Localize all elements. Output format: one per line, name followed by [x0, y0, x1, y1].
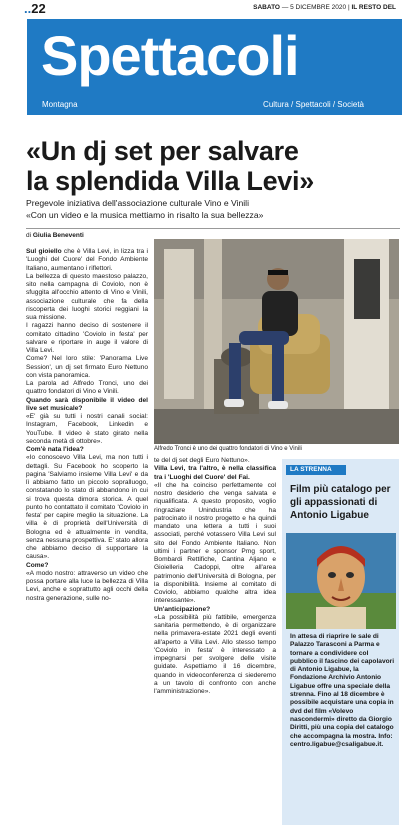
paragraph-text: Come? Nel loro stile: 'Panorama Live Session', un dj set firmato Euro Nettuno con vista panoramica. — [26, 355, 148, 379]
paragraph-bold: Come? — [26, 561, 49, 569]
paragraph-text: «E' già su tutti i nostri canali social: Instagram, Facebook, Linkedin e YouTube. Il video è stato girato nella seconda metà di ottobre». — [26, 413, 148, 445]
paragraph-bold: Com'è nata l'idea? — [26, 446, 84, 453]
article-headline: «Un dj set per salvare la splendida Villa Levi» — [26, 136, 314, 196]
paragraph — [26, 322, 148, 355]
paragraph-bold: Un'anticipazione? — [154, 605, 211, 613]
paragraph — [26, 273, 148, 323]
paragraph — [26, 562, 148, 570]
ligabue-portrait — [286, 533, 396, 629]
byline: di Giulia Beneventi — [26, 232, 84, 239]
paragraph-bold: Quando sarà disponibile il video del live set musicale? — [26, 396, 148, 412]
sidebar-body: In attesa di riaprire le sale di Palazzo Tarasconi a Parma e tornare a condividere col pubblico il fascino dei capolavori di Antonio Ligabue, la Fondazione Archivio Antonio Ligabue offre una speciale della strenna. Fino al 18 dicembre è possibile acquistare una copia in dvd del film «Volevo nascondermi» diretto da Giorgio Diritti, più una copia del catalogo che accompagna la mostra. Info: centro.ligabue@csaligabue.it. — [290, 633, 395, 748]
page-header — [0, 0, 402, 16]
article-subheadline: Pregevole iniziativa dell'associazione culturale Vino e Vinili «Con un video e la musica mettiamo in risalto la sua bellezza» — [26, 198, 264, 220]
paragraph-text: I ragazzi hanno deciso di sostenere il comitato cittadino 'Coviolo in festa' per salvare e riportare in auge il valore di Villa Levi. — [26, 322, 148, 354]
paragraph — [26, 454, 148, 561]
section-categories: Cultura / Spettacoli / Società — [263, 100, 364, 109]
page-number: ..22 — [24, 1, 46, 16]
paragraph — [154, 457, 276, 465]
paragraph — [26, 355, 148, 380]
article-photo — [154, 239, 399, 444]
paragraph — [154, 606, 276, 614]
paragraph — [26, 570, 148, 603]
paragraph — [26, 380, 148, 397]
paragraph-text: «A modo nostro: attraverso un video che possa portare alla luce la bellezza di Villa Levi, anche e soprattutto agli occhi della nostra generazione, sulle no- — [26, 569, 148, 602]
paragraph — [154, 614, 276, 697]
paragraph-text: La parola ad Alfredo Tronci, uno dei quattro fondatori di Vino e Vinili. — [26, 380, 148, 396]
paragraph-bold: Villa Levi, tra l'altro, è nella classifica tra i 'Luoghi del Cuore' del Fai. — [154, 465, 276, 481]
paragraph-text: che è Villa Levi, in lizza tra i 'Luoghi del Cuore' del Fondo Ambiente Italiano, aumentano i riflettori. — [26, 248, 148, 272]
paragraph — [26, 248, 148, 273]
article-column-2 — [154, 457, 276, 696]
paragraph — [26, 397, 148, 414]
article-column-1 — [26, 248, 148, 603]
dj-photo-illustration — [154, 239, 399, 444]
paragraph-text: La bellezza di questo maestoso palazzo, sito nella campagna di Coviolo, non è sfuggita all'occhio attento di Vino e Vinili, associazione culturale che fa della riscoperta dei luoghi storici reggiani la sua missione. — [26, 272, 148, 321]
section-title: Spettacoli — [41, 24, 299, 87]
divider — [26, 228, 400, 229]
header-date-line: SABATO — 5 DICEMBRE 2020 | IL RESTO DEL — [253, 4, 396, 11]
paragraph — [154, 482, 276, 606]
paragraph-text: «La possibilità più fattibile, emergenza sanitaria permettendo, è di organizzare nella primavera-estate 2021 degli eventi all'aperto a Villa Levi. Allo stesso tempo 'Coviolo in festa' è interessato a impegnarsi per svolgere delle visite guidate. Aspettiamo il 16 dicembre, quando in videoconferenza ci siederemo a un tavolo di confronto con anche l'amministrazione». — [154, 613, 276, 695]
portrait-illustration — [286, 533, 396, 629]
paragraph-text: «Io conoscevo Villa Levi, ma non tutti i dettagli. Su Facebook ho scoperto la pagina 'Salviamo insieme Villa Levi' e da lì abbiamo fatto un piccolo sopralluogo, constatando lo stato di abbandono in cui si trova questa dimora storica. A quel punto ho contattato il comitato 'Coviolo in festa' per capire meglio la situazione. La villa è di proprietà dell'Università di Bologna ed è attualmente in vendita, senza nessuna prospettiva. E' stato allora che abbiamo deciso di supportare la causa». — [26, 454, 148, 561]
paragraph — [26, 413, 148, 446]
sidebar-tag: LA STRENNA — [286, 465, 346, 475]
section-banner — [27, 19, 402, 115]
sidebar-title: Film più catalogo per gli appassionati di Antonio Ligabue — [290, 484, 391, 521]
sidebar-box — [282, 459, 399, 825]
paragraph-bold: Sul gioiello — [26, 248, 62, 255]
section-subtitle: Montagna — [42, 100, 78, 109]
paragraph — [154, 465, 276, 482]
paragraph — [26, 446, 148, 454]
paragraph-text: «Il che ha coinciso perfettamente col nostro desiderio che venga salvata e riqualificata. A questo proposito, voglio ringraziare Unindustria che ha patrocinato il nostro progetto e ha quindi mandato una lettera a tutti i suoi associati, perché votassero Villa Levi sul sito del Fondo Ambiente Italiano. Non ultimi i partner e sponsor Pmg sport, Bombardi Rettifiche, Cantina Aljano e Gioielleria Cadoppi, oltre all'area patrimonio dell'Università di Bologna, per la disponibilità. Insieme al comitato di Coviolo, abbiamo qualche altra idea interessante». — [154, 481, 276, 605]
photo-caption: Alfredo Tronci è uno dei quattro fondatori di Vino e Vinili — [154, 446, 302, 452]
paragraph-text: te del dj set degli Euro Nettuno». — [154, 457, 250, 464]
